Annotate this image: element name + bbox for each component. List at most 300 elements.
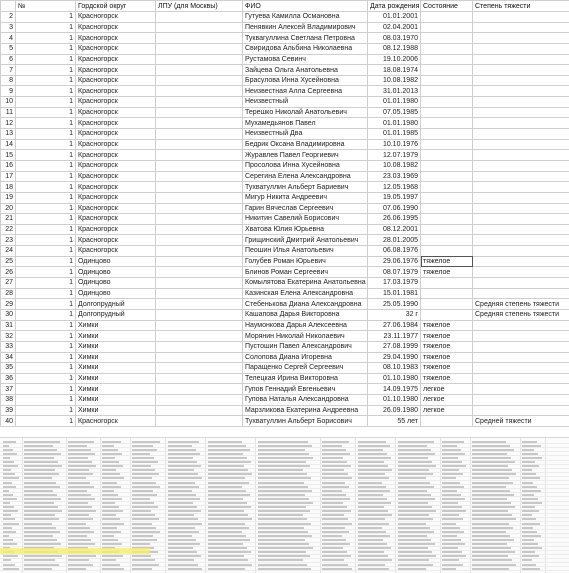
- row-number-cell[interactable]: 4: [1, 33, 16, 44]
- okrug-cell[interactable]: Красногорск: [76, 416, 156, 427]
- severity-cell[interactable]: [473, 54, 569, 65]
- okrug-cell[interactable]: Красногорск: [76, 192, 156, 203]
- number-cell[interactable]: 1: [16, 182, 76, 193]
- okrug-cell[interactable]: Долгопрудный: [76, 299, 156, 310]
- row-number-cell[interactable]: 22: [1, 224, 16, 235]
- severity-cell[interactable]: [473, 267, 569, 278]
- lpu-cell[interactable]: [156, 139, 243, 150]
- state-cell[interactable]: [421, 97, 473, 108]
- okrug-cell[interactable]: Химки: [76, 373, 156, 384]
- lpu-cell[interactable]: [156, 341, 243, 352]
- row-number-cell[interactable]: 20: [1, 203, 16, 214]
- severity-cell[interactable]: [473, 86, 569, 97]
- okrug-cell[interactable]: Красногорск: [76, 139, 156, 150]
- state-cell[interactable]: [421, 33, 473, 44]
- dob-cell[interactable]: 07.05.1985: [368, 107, 421, 118]
- severity-cell[interactable]: [473, 22, 569, 33]
- lpu-cell[interactable]: [156, 118, 243, 129]
- dob-cell[interactable]: 19.05.1997: [368, 192, 421, 203]
- number-cell[interactable]: 1: [16, 214, 76, 225]
- number-cell[interactable]: 1: [16, 267, 76, 278]
- dob-cell[interactable]: 55 лет: [368, 416, 421, 427]
- row-number-cell[interactable]: 9: [1, 86, 16, 97]
- state-cell[interactable]: [421, 65, 473, 76]
- state-cell[interactable]: тяжелое: [421, 341, 473, 352]
- state-cell[interactable]: [421, 309, 473, 320]
- row-number-cell[interactable]: 26: [1, 267, 16, 278]
- number-cell[interactable]: 1: [16, 65, 76, 76]
- number-cell[interactable]: 1: [16, 75, 76, 86]
- fio-cell[interactable]: Никитин Савелий Борисович: [243, 214, 368, 225]
- row-number-cell[interactable]: 27: [1, 278, 16, 289]
- fio-cell[interactable]: Хватова Юлия Юрьевна: [243, 224, 368, 235]
- fio-cell[interactable]: Гутуева Камилла Османовна: [243, 12, 368, 23]
- number-cell[interactable]: 1: [16, 139, 76, 150]
- row-number-cell[interactable]: 39: [1, 405, 16, 416]
- lpu-cell[interactable]: [156, 192, 243, 203]
- state-cell[interactable]: тяжелое: [421, 331, 473, 342]
- okrug-cell[interactable]: Красногорск: [76, 224, 156, 235]
- state-cell[interactable]: [421, 416, 473, 427]
- dob-cell[interactable]: 01.01.1980: [368, 97, 421, 108]
- state-cell[interactable]: [421, 107, 473, 118]
- row-number-cell[interactable]: 29: [1, 299, 16, 310]
- lpu-cell[interactable]: [156, 33, 243, 44]
- header-cell-dob[interactable]: Дата рождения: [368, 1, 421, 12]
- row-number-cell[interactable]: 32: [1, 331, 16, 342]
- row-number-cell[interactable]: 37: [1, 384, 16, 395]
- row-number-cell[interactable]: 18: [1, 182, 16, 193]
- severity-cell[interactable]: [473, 118, 569, 129]
- number-cell[interactable]: 1: [16, 256, 76, 267]
- number-cell[interactable]: 1: [16, 320, 76, 331]
- okrug-cell[interactable]: Химки: [76, 395, 156, 406]
- dob-cell[interactable]: 10.08.1982: [368, 160, 421, 171]
- dob-cell[interactable]: 29.04.1990: [368, 352, 421, 363]
- okrug-cell[interactable]: Химки: [76, 331, 156, 342]
- lpu-cell[interactable]: [156, 320, 243, 331]
- okrug-cell[interactable]: Красногорск: [76, 214, 156, 225]
- lpu-cell[interactable]: [156, 182, 243, 193]
- severity-cell[interactable]: [473, 97, 569, 108]
- row-number-cell[interactable]: 25: [1, 256, 16, 267]
- severity-cell[interactable]: [473, 235, 569, 246]
- lpu-cell[interactable]: [156, 86, 243, 97]
- state-cell[interactable]: [421, 214, 473, 225]
- state-cell[interactable]: легкое: [421, 384, 473, 395]
- row-number-cell[interactable]: 10: [1, 97, 16, 108]
- row-number-cell[interactable]: 28: [1, 288, 16, 299]
- dob-cell[interactable]: 25.05.1990: [368, 299, 421, 310]
- lpu-cell[interactable]: [156, 352, 243, 363]
- fio-cell[interactable]: Грищинский Дмитрий Анатольевич: [243, 235, 368, 246]
- fio-cell[interactable]: Комылятова Екатерина Анатольевна: [243, 278, 368, 289]
- row-number-cell[interactable]: 33: [1, 341, 16, 352]
- okrug-cell[interactable]: Красногорск: [76, 171, 156, 182]
- dob-cell[interactable]: 02.04.2001: [368, 22, 421, 33]
- dob-cell[interactable]: 31.01.2013: [368, 86, 421, 97]
- fio-cell[interactable]: Зайцева Ольга Анатольевна: [243, 65, 368, 76]
- row-number-cell[interactable]: 23: [1, 235, 16, 246]
- row-number-cell[interactable]: 15: [1, 150, 16, 161]
- lpu-cell[interactable]: [156, 299, 243, 310]
- severity-cell[interactable]: [473, 395, 569, 406]
- state-cell[interactable]: [421, 54, 473, 65]
- state-cell[interactable]: легкое: [421, 395, 473, 406]
- okrug-cell[interactable]: Красногорск: [76, 65, 156, 76]
- state-cell[interactable]: тяжелое: [421, 267, 473, 278]
- okrug-cell[interactable]: Красногорск: [76, 107, 156, 118]
- severity-cell[interactable]: Средняя степень тяжести: [473, 309, 569, 320]
- number-cell[interactable]: 1: [16, 118, 76, 129]
- fio-cell[interactable]: Пеошин Илья Анатольевич: [243, 246, 368, 257]
- number-cell[interactable]: 1: [16, 192, 76, 203]
- number-cell[interactable]: 1: [16, 203, 76, 214]
- state-cell[interactable]: [421, 203, 473, 214]
- severity-cell[interactable]: [473, 43, 569, 54]
- dob-cell[interactable]: 19.10.2006: [368, 54, 421, 65]
- number-cell[interactable]: 1: [16, 12, 76, 23]
- dob-cell[interactable]: 07.06.1990: [368, 203, 421, 214]
- number-cell[interactable]: 1: [16, 224, 76, 235]
- severity-cell[interactable]: [473, 65, 569, 76]
- number-cell[interactable]: 1: [16, 129, 76, 140]
- state-cell[interactable]: тяжелое: [421, 352, 473, 363]
- dob-cell[interactable]: 08.10.1983: [368, 363, 421, 374]
- severity-cell[interactable]: [473, 33, 569, 44]
- fio-cell[interactable]: Мухамедьянов Павел: [243, 118, 368, 129]
- okrug-cell[interactable]: Красногорск: [76, 33, 156, 44]
- header-cell-rownum[interactable]: [1, 1, 16, 12]
- lpu-cell[interactable]: [156, 331, 243, 342]
- fio-cell[interactable]: Журавлев Павел Георгиевич: [243, 150, 368, 161]
- okrug-cell[interactable]: Красногорск: [76, 12, 156, 23]
- okrug-cell[interactable]: Красногорск: [76, 150, 156, 161]
- number-cell[interactable]: 1: [16, 86, 76, 97]
- okrug-cell[interactable]: Одинцово: [76, 278, 156, 289]
- lpu-cell[interactable]: [156, 309, 243, 320]
- dob-cell[interactable]: 26.09.1980: [368, 405, 421, 416]
- fio-cell[interactable]: Неизвестная Алла Сергеевна: [243, 86, 368, 97]
- dob-cell[interactable]: 15.01.1981: [368, 288, 421, 299]
- dob-cell[interactable]: 17.03.1979: [368, 278, 421, 289]
- lpu-cell[interactable]: [156, 75, 243, 86]
- fio-cell[interactable]: Солопова Диана Игоревна: [243, 352, 368, 363]
- row-number-cell[interactable]: 40: [1, 416, 16, 427]
- row-number-cell[interactable]: 24: [1, 246, 16, 257]
- state-cell[interactable]: [421, 43, 473, 54]
- state-cell[interactable]: тяжелое: [421, 320, 473, 331]
- dob-cell[interactable]: 28.01.2005: [368, 235, 421, 246]
- fio-cell[interactable]: Морянин Николай Николаевич: [243, 331, 368, 342]
- state-cell[interactable]: [421, 12, 473, 23]
- severity-cell[interactable]: [473, 203, 569, 214]
- number-cell[interactable]: 1: [16, 171, 76, 182]
- dob-cell[interactable]: 27.08.1999: [368, 341, 421, 352]
- row-number-cell[interactable]: 31: [1, 320, 16, 331]
- severity-cell[interactable]: [473, 214, 569, 225]
- fio-cell[interactable]: Голубев Роман Юрьевич: [243, 256, 368, 267]
- okrug-cell[interactable]: Красногорск: [76, 22, 156, 33]
- state-cell[interactable]: [421, 288, 473, 299]
- lpu-cell[interactable]: [156, 256, 243, 267]
- lpu-cell[interactable]: [156, 12, 243, 23]
- row-number-cell[interactable]: 19: [1, 192, 16, 203]
- severity-cell[interactable]: [473, 341, 569, 352]
- state-cell[interactable]: [421, 139, 473, 150]
- row-number-cell[interactable]: 12: [1, 118, 16, 129]
- dob-cell[interactable]: 12.05.1968: [368, 182, 421, 193]
- dob-cell[interactable]: 10.08.1982: [368, 75, 421, 86]
- severity-cell[interactable]: [473, 288, 569, 299]
- lpu-cell[interactable]: [156, 416, 243, 427]
- okrug-cell[interactable]: Красногорск: [76, 182, 156, 193]
- number-cell[interactable]: 1: [16, 331, 76, 342]
- fio-cell[interactable]: Гупов Геннадий Евгеньевич: [243, 384, 368, 395]
- number-cell[interactable]: 1: [16, 352, 76, 363]
- okrug-cell[interactable]: Красногорск: [76, 43, 156, 54]
- okrug-cell[interactable]: Красногорск: [76, 129, 156, 140]
- number-cell[interactable]: 1: [16, 341, 76, 352]
- okrug-cell[interactable]: Красногорск: [76, 86, 156, 97]
- dob-cell[interactable]: 01.10.1980: [368, 395, 421, 406]
- dob-cell[interactable]: 23.11.1977: [368, 331, 421, 342]
- severity-cell[interactable]: [473, 256, 569, 267]
- severity-cell[interactable]: [473, 139, 569, 150]
- fio-cell[interactable]: Стебенькова Диана Александровна: [243, 299, 368, 310]
- number-cell[interactable]: 1: [16, 363, 76, 374]
- severity-cell[interactable]: [473, 182, 569, 193]
- severity-cell[interactable]: [473, 405, 569, 416]
- state-cell[interactable]: тяжелое: [421, 363, 473, 374]
- state-cell[interactable]: [421, 224, 473, 235]
- severity-cell[interactable]: [473, 246, 569, 257]
- lpu-cell[interactable]: [156, 203, 243, 214]
- dob-cell[interactable]: 27.06.1984: [368, 320, 421, 331]
- state-cell[interactable]: [421, 150, 473, 161]
- lpu-cell[interactable]: [156, 267, 243, 278]
- dob-cell[interactable]: 08.07.1979: [368, 267, 421, 278]
- lpu-cell[interactable]: [156, 405, 243, 416]
- state-cell[interactable]: легкое: [421, 405, 473, 416]
- okrug-cell[interactable]: Красногорск: [76, 75, 156, 86]
- lpu-cell[interactable]: [156, 373, 243, 384]
- number-cell[interactable]: 1: [16, 384, 76, 395]
- lpu-cell[interactable]: [156, 224, 243, 235]
- number-cell[interactable]: 1: [16, 299, 76, 310]
- number-cell[interactable]: 1: [16, 395, 76, 406]
- fio-cell[interactable]: Тухватуллин Альберт Борисович: [243, 416, 368, 427]
- okrug-cell[interactable]: Химки: [76, 363, 156, 374]
- lpu-cell[interactable]: [156, 65, 243, 76]
- fio-cell[interactable]: Неизвестный Два: [243, 129, 368, 140]
- lpu-cell[interactable]: [156, 171, 243, 182]
- okrug-cell[interactable]: Красногорск: [76, 246, 156, 257]
- row-number-cell[interactable]: 36: [1, 373, 16, 384]
- severity-cell[interactable]: [473, 331, 569, 342]
- row-number-cell[interactable]: 13: [1, 129, 16, 140]
- severity-cell[interactable]: [473, 224, 569, 235]
- fio-cell[interactable]: Пенявкин Алексей Владимирович: [243, 22, 368, 33]
- state-cell[interactable]: [421, 118, 473, 129]
- fio-cell[interactable]: Терешко Николай Анатольевич: [243, 107, 368, 118]
- number-cell[interactable]: 1: [16, 33, 76, 44]
- fio-cell[interactable]: Брасулова Инна Хусейновна: [243, 75, 368, 86]
- lpu-cell[interactable]: [156, 235, 243, 246]
- row-number-cell[interactable]: 14: [1, 139, 16, 150]
- row-number-cell[interactable]: 35: [1, 363, 16, 374]
- severity-cell[interactable]: [473, 160, 569, 171]
- fio-cell[interactable]: Тухватуллин Альберт Бариевич: [243, 182, 368, 193]
- severity-cell[interactable]: [473, 192, 569, 203]
- lpu-cell[interactable]: [156, 43, 243, 54]
- header-cell-number[interactable]: №: [16, 1, 76, 12]
- row-number-cell[interactable]: 34: [1, 352, 16, 363]
- severity-cell[interactable]: [473, 12, 569, 23]
- fio-cell[interactable]: Пустошин Павел Александрович: [243, 341, 368, 352]
- fio-cell[interactable]: Марзликова Екатерина Андреевна: [243, 405, 368, 416]
- severity-cell[interactable]: [473, 384, 569, 395]
- number-cell[interactable]: 1: [16, 107, 76, 118]
- header-cell-state[interactable]: Состояние: [421, 1, 473, 12]
- dob-cell[interactable]: 32 г: [368, 309, 421, 320]
- state-cell[interactable]: [421, 129, 473, 140]
- severity-cell[interactable]: [473, 171, 569, 182]
- state-cell[interactable]: [421, 246, 473, 257]
- row-number-cell[interactable]: 2: [1, 12, 16, 23]
- dob-cell[interactable]: 01.01.1985: [368, 129, 421, 140]
- dob-cell[interactable]: 08.12.1988: [368, 43, 421, 54]
- lpu-cell[interactable]: [156, 384, 243, 395]
- dob-cell[interactable]: 08.12.2001: [368, 224, 421, 235]
- row-number-cell[interactable]: 38: [1, 395, 16, 406]
- dob-cell[interactable]: 08.03.1970: [368, 33, 421, 44]
- state-cell[interactable]: [421, 299, 473, 310]
- state-cell[interactable]: [421, 182, 473, 193]
- fio-cell[interactable]: Серегина Елена Александровна: [243, 171, 368, 182]
- fio-cell[interactable]: Наумонкова Дарья Алексеевна: [243, 320, 368, 331]
- state-cell[interactable]: тяжелое: [421, 256, 473, 267]
- row-number-cell[interactable]: 3: [1, 22, 16, 33]
- severity-cell[interactable]: [473, 320, 569, 331]
- lpu-cell[interactable]: [156, 97, 243, 108]
- number-cell[interactable]: 1: [16, 54, 76, 65]
- okrug-cell[interactable]: Долгопрудный: [76, 309, 156, 320]
- state-cell[interactable]: [421, 22, 473, 33]
- header-cell-fio[interactable]: ФИО: [243, 1, 368, 12]
- number-cell[interactable]: 1: [16, 416, 76, 427]
- dob-cell[interactable]: 18.08.1974: [368, 65, 421, 76]
- okrug-cell[interactable]: Химки: [76, 320, 156, 331]
- okrug-cell[interactable]: Красногорск: [76, 54, 156, 65]
- fio-cell[interactable]: Гупова Наталья Александровна: [243, 395, 368, 406]
- fio-cell[interactable]: Мигур Никита Андреевич: [243, 192, 368, 203]
- dob-cell[interactable]: 06.08.1976: [368, 246, 421, 257]
- state-cell[interactable]: [421, 160, 473, 171]
- fio-cell[interactable]: Бедрик Оксана Владимировна: [243, 139, 368, 150]
- state-cell[interactable]: [421, 86, 473, 97]
- number-cell[interactable]: 1: [16, 278, 76, 289]
- lpu-cell[interactable]: [156, 107, 243, 118]
- fio-cell[interactable]: Блинов Роман Сергеевич: [243, 267, 368, 278]
- state-cell[interactable]: [421, 75, 473, 86]
- dob-cell[interactable]: 23.03.1969: [368, 171, 421, 182]
- okrug-cell[interactable]: Химки: [76, 405, 156, 416]
- number-cell[interactable]: 1: [16, 309, 76, 320]
- row-number-cell[interactable]: 17: [1, 171, 16, 182]
- okrug-cell[interactable]: Одинцово: [76, 267, 156, 278]
- severity-cell[interactable]: [473, 363, 569, 374]
- okrug-cell[interactable]: Красногорск: [76, 203, 156, 214]
- severity-cell[interactable]: Средней тяжести: [473, 416, 569, 427]
- lpu-cell[interactable]: [156, 150, 243, 161]
- lpu-cell[interactable]: [156, 22, 243, 33]
- header-cell-lpu[interactable]: ЛПУ (для Москвы): [156, 1, 243, 12]
- number-cell[interactable]: 1: [16, 150, 76, 161]
- lpu-cell[interactable]: [156, 395, 243, 406]
- row-number-cell[interactable]: 11: [1, 107, 16, 118]
- dob-cell[interactable]: 26.06.1995: [368, 214, 421, 225]
- fio-cell[interactable]: Казинская Елена Александровна: [243, 288, 368, 299]
- okrug-cell[interactable]: Красногорск: [76, 97, 156, 108]
- dob-cell[interactable]: 10.10.1976: [368, 139, 421, 150]
- okrug-cell[interactable]: Красногорск: [76, 160, 156, 171]
- row-number-cell[interactable]: 30: [1, 309, 16, 320]
- severity-cell[interactable]: [473, 107, 569, 118]
- header-cell-okrug[interactable]: Гордской округ: [76, 1, 156, 12]
- severity-cell[interactable]: [473, 129, 569, 140]
- severity-cell[interactable]: [473, 150, 569, 161]
- fio-cell[interactable]: Телецкая Ирина Викторовна: [243, 373, 368, 384]
- number-cell[interactable]: 1: [16, 43, 76, 54]
- number-cell[interactable]: 1: [16, 160, 76, 171]
- fio-cell[interactable]: Рустамова Севинч: [243, 54, 368, 65]
- row-number-cell[interactable]: 8: [1, 75, 16, 86]
- number-cell[interactable]: 1: [16, 405, 76, 416]
- lpu-cell[interactable]: [156, 278, 243, 289]
- severity-cell[interactable]: [473, 373, 569, 384]
- fio-cell[interactable]: Кашапова Дарья Викторовна: [243, 309, 368, 320]
- number-cell[interactable]: 1: [16, 97, 76, 108]
- okrug-cell[interactable]: Красногорск: [76, 118, 156, 129]
- number-cell[interactable]: 1: [16, 288, 76, 299]
- dob-cell[interactable]: 29.06.1976: [368, 256, 421, 267]
- okrug-cell[interactable]: Химки: [76, 352, 156, 363]
- lpu-cell[interactable]: [156, 363, 243, 374]
- fio-cell[interactable]: Туквагуллина Светлана Петровна: [243, 33, 368, 44]
- state-cell[interactable]: [421, 171, 473, 182]
- lpu-cell[interactable]: [156, 160, 243, 171]
- dob-cell[interactable]: 12.07.1979: [368, 150, 421, 161]
- row-number-cell[interactable]: 7: [1, 65, 16, 76]
- number-cell[interactable]: 1: [16, 373, 76, 384]
- okrug-cell[interactable]: Одинцово: [76, 256, 156, 267]
- okrug-cell[interactable]: Красногорск: [76, 235, 156, 246]
- fio-cell[interactable]: Неизвестный: [243, 97, 368, 108]
- state-cell[interactable]: [421, 192, 473, 203]
- state-cell[interactable]: [421, 235, 473, 246]
- state-cell[interactable]: [421, 278, 473, 289]
- fio-cell[interactable]: Свиридова Альбина Николаевна: [243, 43, 368, 54]
- fio-cell[interactable]: Гарин Вячеслав Сергеевич: [243, 203, 368, 214]
- number-cell[interactable]: 1: [16, 22, 76, 33]
- fio-cell[interactable]: Просолова Инна Хусейновна: [243, 160, 368, 171]
- number-cell[interactable]: 1: [16, 246, 76, 257]
- number-cell[interactable]: 1: [16, 235, 76, 246]
- lpu-cell[interactable]: [156, 214, 243, 225]
- severity-cell[interactable]: Средняя степень тяжести: [473, 299, 569, 310]
- okrug-cell[interactable]: Химки: [76, 341, 156, 352]
